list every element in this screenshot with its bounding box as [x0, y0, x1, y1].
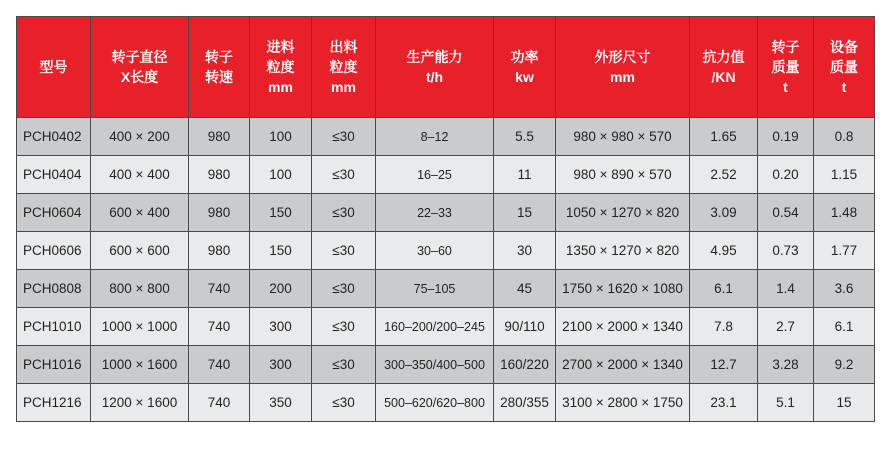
cell-resistance: 1.65: [690, 118, 758, 156]
cell-machine-mass: 1.48: [814, 194, 875, 232]
header-row: [17, 17, 875, 118]
cell-resistance: 3.09: [690, 194, 758, 232]
header-dimensions-line1: 外形尺寸: [594, 49, 651, 65]
cell-power: 90/110: [494, 308, 556, 346]
cell-feed-size: 300: [250, 346, 312, 384]
header-feed-size-line3: mm: [268, 79, 293, 95]
table-row: [17, 384, 875, 422]
cell-dimensions: 1350 × 1270 × 820: [556, 232, 690, 270]
cell-rotor-mass: 1.4: [758, 270, 814, 308]
cell-output-size: ≤30: [312, 194, 376, 232]
cell-output-size: ≤30: [312, 118, 376, 156]
cell-machine-mass: 1.77: [814, 232, 875, 270]
cell-machine-mass: 15: [814, 384, 875, 422]
cell-output-size: ≤30: [312, 384, 376, 422]
header-machine-mass-line2: 质量: [830, 59, 858, 75]
cell-rotor-speed: 740: [189, 384, 250, 422]
table-row: [17, 270, 875, 308]
cell-power: 11: [494, 156, 556, 194]
cell-resistance: 6.1: [690, 270, 758, 308]
header-power-line1: 功率: [510, 49, 539, 65]
header-output-size-line2: 粒度: [329, 59, 358, 75]
cell-model: PCH0402: [17, 118, 91, 156]
cell-rotor-speed: 980: [189, 156, 250, 194]
cell-machine-mass: 6.1: [814, 308, 875, 346]
cell-capacity: 30–60: [376, 232, 494, 270]
header-dimensions-line2: mm: [610, 69, 635, 85]
header-rotor-speed-line2: 转速: [205, 69, 233, 85]
cell-rotor-speed: 740: [189, 270, 250, 308]
header-model-line1: 型号: [39, 59, 68, 75]
cell-rotor-speed: 740: [189, 346, 250, 384]
cell-power: 5.5: [494, 118, 556, 156]
cell-dimensions: 2100 × 2000 × 1340: [556, 308, 690, 346]
cell-feed-size: 200: [250, 270, 312, 308]
header-capacity-line1: 生产能力: [406, 49, 463, 65]
cell-rotor-speed: 980: [189, 118, 250, 156]
cell-resistance: 23.1: [690, 384, 758, 422]
cell-dimensions: 3100 × 2800 × 1750: [556, 384, 690, 422]
cell-capacity: 500–620/620–800: [376, 384, 494, 422]
header-rotor-mass: [758, 17, 814, 118]
cell-output-size: ≤30: [312, 308, 376, 346]
header-feed-size: [250, 17, 312, 118]
cell-capacity: 16–25: [376, 156, 494, 194]
cell-rotor-size: 800 × 800: [91, 270, 189, 308]
cell-machine-mass: 1.15: [814, 156, 875, 194]
cell-rotor-mass: 0.54: [758, 194, 814, 232]
cell-rotor-size: 400 × 200: [91, 118, 189, 156]
cell-output-size: ≤30: [312, 346, 376, 384]
cell-capacity: 75–105: [376, 270, 494, 308]
table-row: [17, 118, 875, 156]
header-dimensions: [556, 17, 690, 118]
table-row: [17, 308, 875, 346]
cell-rotor-size: 600 × 400: [91, 194, 189, 232]
table-row: [17, 156, 875, 194]
cell-power: 30: [494, 232, 556, 270]
cell-capacity: 8–12: [376, 118, 494, 156]
cell-model: PCH0404: [17, 156, 91, 194]
header-rotor-size-line1: 转子直径: [111, 49, 168, 65]
cell-output-size: ≤30: [312, 232, 376, 270]
header-rotor-speed-line1: 转子: [205, 49, 233, 65]
spec-table: [16, 16, 875, 422]
cell-model: PCH0606: [17, 232, 91, 270]
header-rotor-mass-line2: 质量: [771, 59, 800, 75]
cell-model: PCH0808: [17, 270, 91, 308]
cell-power: 280/355: [494, 384, 556, 422]
cell-model: PCH0604: [17, 194, 91, 232]
cell-power: 15: [494, 194, 556, 232]
cell-resistance: 4.95: [690, 232, 758, 270]
cell-rotor-speed: 980: [189, 232, 250, 270]
cell-capacity: 300–350/400–500: [376, 346, 494, 384]
header-resistance: [690, 17, 758, 118]
header-machine-mass-line1: 设备: [830, 39, 858, 55]
cell-dimensions: 980 × 980 × 570: [556, 118, 690, 156]
header-rotor-mass-line3: t: [783, 79, 788, 95]
header-output-size: [312, 17, 376, 118]
header-model: [17, 17, 91, 118]
cell-power: 160/220: [494, 346, 556, 384]
cell-rotor-mass: 3.28: [758, 346, 814, 384]
cell-rotor-speed: 980: [189, 194, 250, 232]
header-resistance-line1: 抗力值: [702, 49, 745, 65]
table-row: [17, 346, 875, 384]
cell-dimensions: 980 × 890 × 570: [556, 156, 690, 194]
cell-dimensions: 1050 × 1270 × 820: [556, 194, 690, 232]
cell-rotor-mass: 0.19: [758, 118, 814, 156]
table-row: [17, 194, 875, 232]
header-power-line2: kw: [515, 69, 534, 85]
table-body: [17, 118, 875, 422]
cell-resistance: 7.8: [690, 308, 758, 346]
header-machine-mass: [814, 17, 875, 118]
cell-machine-mass: 0.8: [814, 118, 875, 156]
cell-rotor-mass: 5.1: [758, 384, 814, 422]
cell-feed-size: 100: [250, 118, 312, 156]
cell-dimensions: 1750 × 1620 × 1080: [556, 270, 690, 308]
cell-feed-size: 150: [250, 232, 312, 270]
cell-dimensions: 2700 × 2000 × 1340: [556, 346, 690, 384]
cell-rotor-size: 600 × 600: [91, 232, 189, 270]
header-power: [494, 17, 556, 118]
cell-rotor-size: 1000 × 1000: [91, 308, 189, 346]
cell-feed-size: 100: [250, 156, 312, 194]
cell-resistance: 12.7: [690, 346, 758, 384]
cell-rotor-mass: 2.7: [758, 308, 814, 346]
header-rotor-size: [91, 17, 189, 118]
cell-machine-mass: 3.6: [814, 270, 875, 308]
table-row: [17, 232, 875, 270]
cell-capacity: 160–200/200–245: [376, 308, 494, 346]
header-output-size-line3: mm: [331, 79, 356, 95]
header-feed-size-line2: 粒度: [266, 59, 295, 75]
header-rotor-size-line2: X长度: [120, 69, 159, 85]
cell-rotor-mass: 0.73: [758, 232, 814, 270]
cell-capacity: 22–33: [376, 194, 494, 232]
cell-power: 45: [494, 270, 556, 308]
header-capacity-line2: t/h: [425, 69, 444, 85]
cell-resistance: 2.52: [690, 156, 758, 194]
cell-machine-mass: 9.2: [814, 346, 875, 384]
cell-rotor-size: 1200 × 1600: [91, 384, 189, 422]
cell-output-size: ≤30: [312, 270, 376, 308]
cell-model: PCH1216: [17, 384, 91, 422]
header-machine-mass-line3: t: [841, 79, 847, 95]
header-output-size-line1: 出料: [329, 39, 358, 55]
cell-feed-size: 150: [250, 194, 312, 232]
header-feed-size-line1: 进料: [266, 39, 295, 55]
cell-rotor-size: 400 × 400: [91, 156, 189, 194]
header-resistance-line2: /KN: [711, 69, 736, 85]
cell-rotor-mass: 0.20: [758, 156, 814, 194]
cell-feed-size: 350: [250, 384, 312, 422]
cell-rotor-size: 1000 × 1600: [91, 346, 189, 384]
cell-rotor-speed: 740: [189, 308, 250, 346]
cell-output-size: ≤30: [312, 156, 376, 194]
cell-model: PCH1016: [17, 346, 91, 384]
cell-model: PCH1010: [17, 308, 91, 346]
cell-feed-size: 300: [250, 308, 312, 346]
header-capacity: [376, 17, 494, 118]
header-rotor-mass-line1: 转子: [771, 39, 800, 55]
header-rotor-speed: [189, 17, 250, 118]
